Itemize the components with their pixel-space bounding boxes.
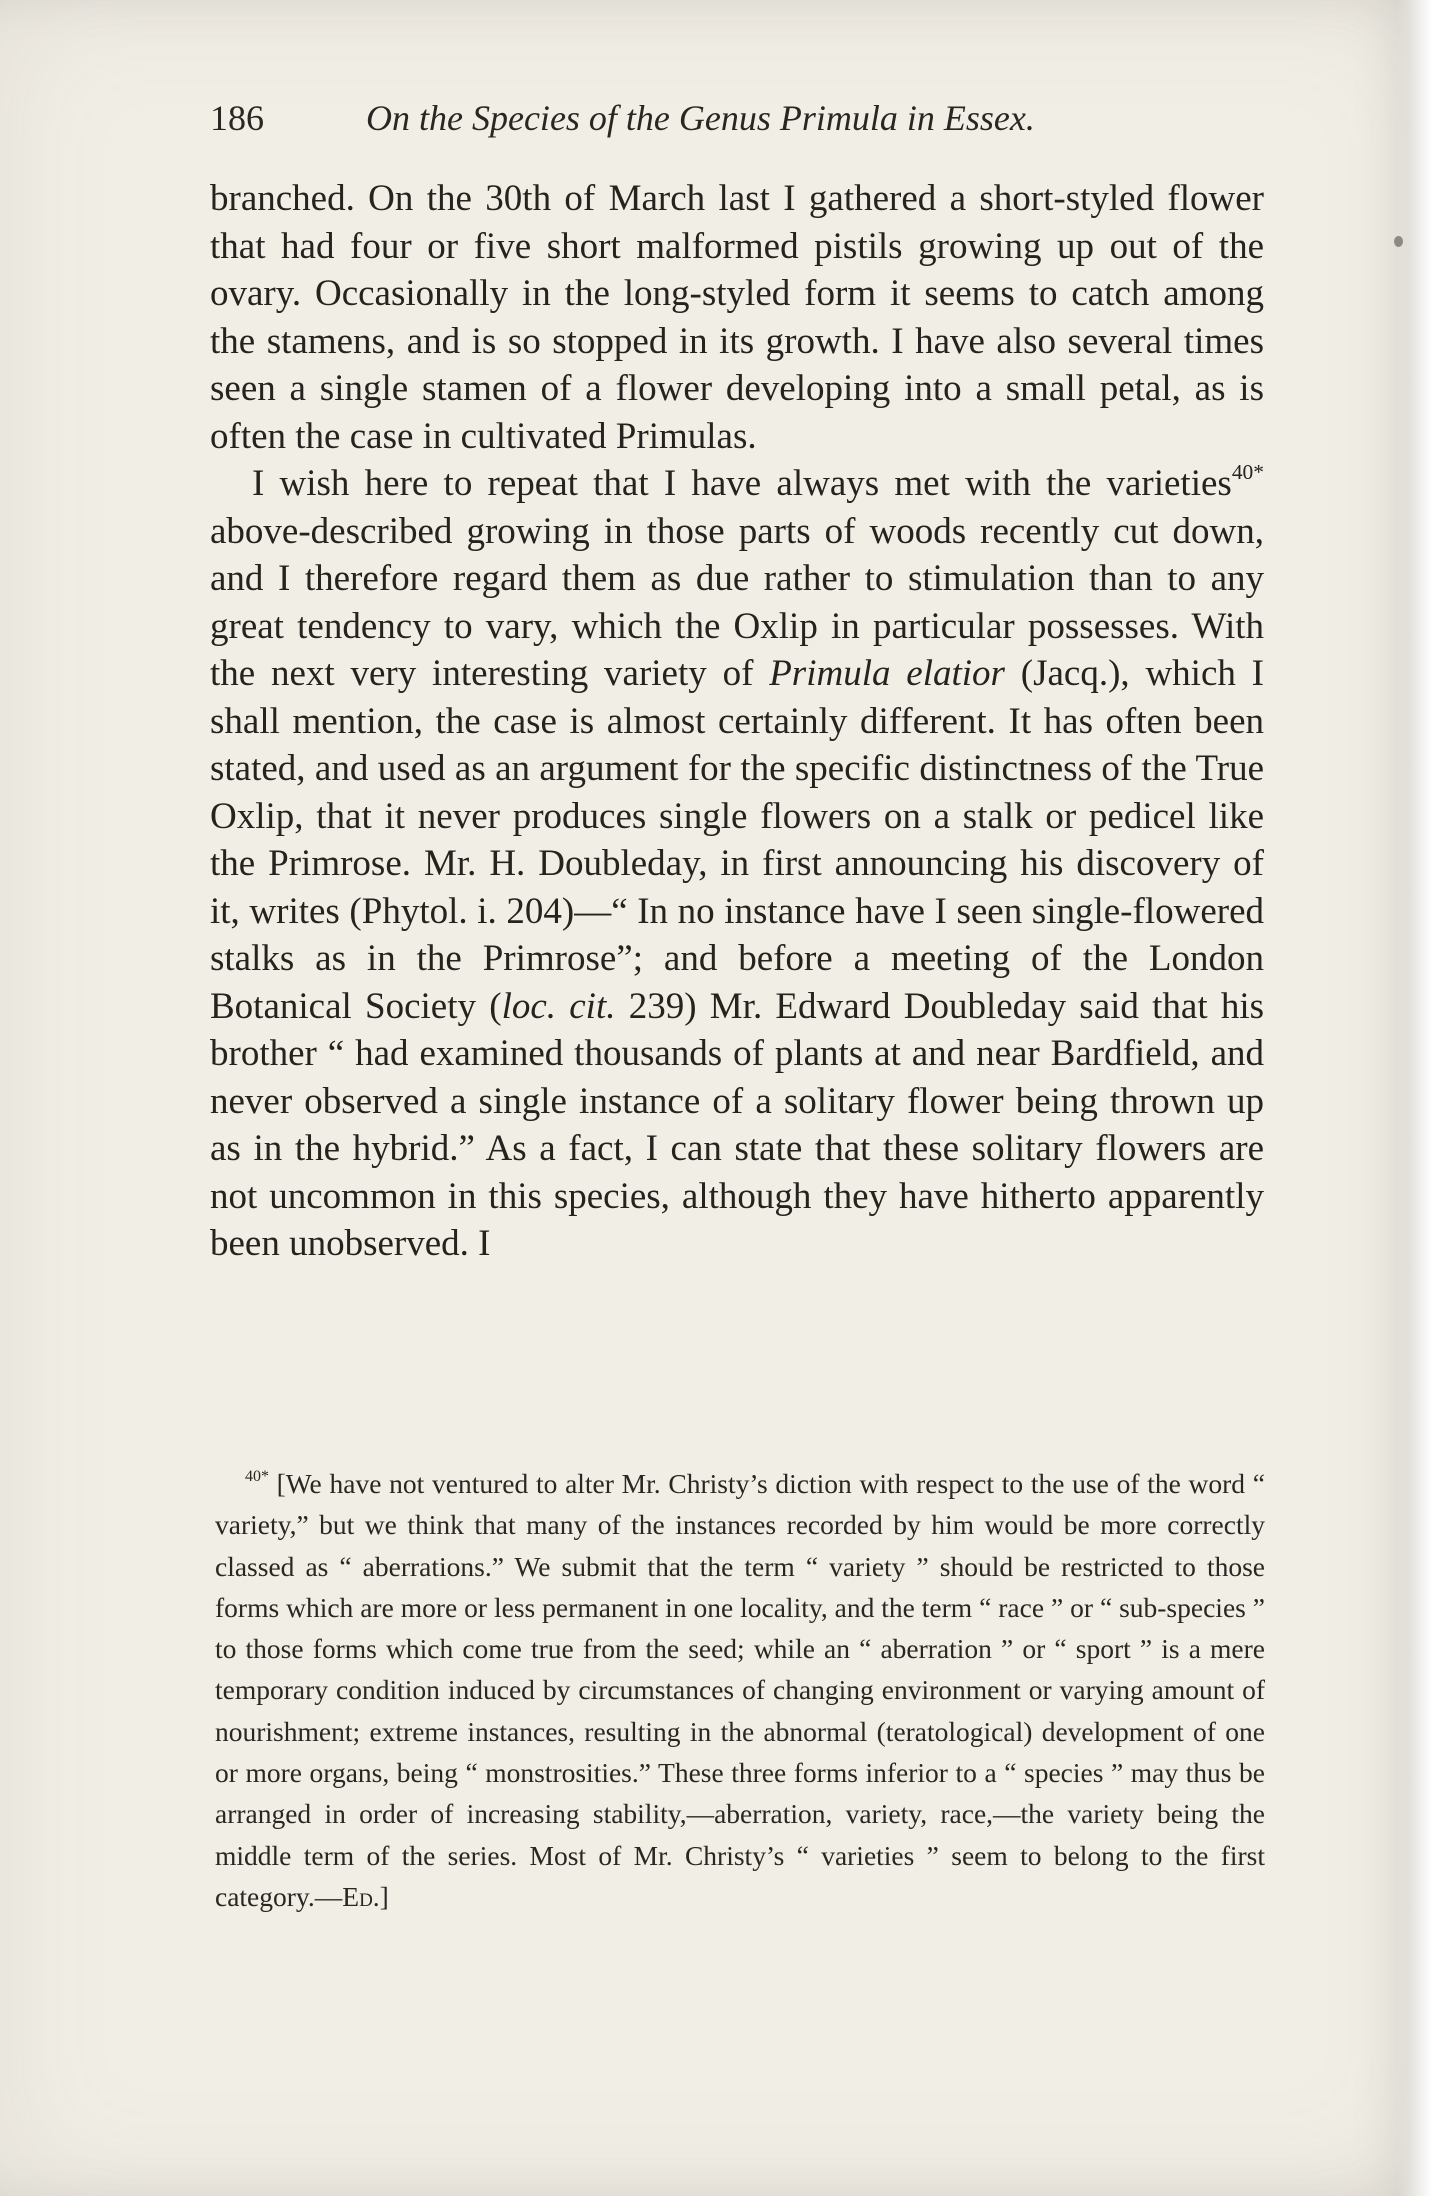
page-edge-shadow (1396, 0, 1432, 2196)
page-number: 186 (210, 98, 264, 138)
ink-speck (1394, 236, 1403, 247)
footnote-marker: 40* (245, 1468, 269, 1486)
page-header (210, 90, 1270, 146)
paragraph-2-part-3: (Jacq.), which I shall mention, the case is almost certainly different. It has often been stated, and used as an argument for the specific distinctness of the True Oxlip, that it never produces single flowers on a stalk or pedicel like the Primrose. Mr. H. Doubleday, in first announcing his discovery of it, writes (Phytol. i. 204)—“ In no instance have I seen single-flowered stalks as in the Primrose”; and before a meeting of the London Botanical Society ( (210, 653, 1264, 1027)
loc-cit: loc. cit. (501, 985, 616, 1027)
body-text (210, 175, 1264, 1268)
paragraph-2-part-2: above-described growing in those parts of woods recently cut down, and I therefore regard them as due rather to stimulation than to any great tendency to vary, which the Oxlip in particular possesses. With the next very interesting variety of (210, 510, 1264, 694)
species-name: Primula elatior (769, 653, 1005, 694)
editor-signature: Ed. (342, 1880, 380, 1912)
paragraph-2-part-1: I wish here to repeat that I have always met with the varieties (252, 463, 1232, 504)
paragraph-2 (210, 460, 1264, 1268)
footnote-text: [We have not ventured to alter Mr. Christy’s diction with respect to the use of the word “ variety,” but we think that many of the instances recorded by him would be more correctly classed as “ aberrations.” We submit that the term “ variety ” should be restricted to those forms which are more or less permanent in one locality, and the term “ race ” or “ sub-species ” to those forms which come true from the seed; while an “ aberration ” or “ sport ” is a mere temporary condition induced by circumstances of changing environment or varying amount of nourishment; extreme instances, resulting in the abnormal (teratological) development of one or more organs, being “ monstrosities.” These three forms inferior to a “ species ” may thus be arranged in order of increasing stability,—aberration, variety, race,—the variety being the middle term of the series. Most of Mr. Christy’s “ varieties ” seem to belong to the first category.— (215, 1468, 1265, 1912)
paragraph-1: branched. On the 30th of March last I gathered a short-styled flower that had four or five short malformed pistils growing up out of the ovary. Occasionally in the long-styled form it seems to catch among the stamens, and is so stopped in its growth. I have also several times seen a single stamen of a flower developing into a small petal, as is often the case in cultivated Primulas. (210, 178, 1264, 457)
footnote-closing: ] (379, 1880, 389, 1912)
paragraph-2-part-4: 239) Mr. Edward Doubleday said that his brother “ had examined thousands of plants at and near Bardfield, and never observed a single instance of a solitary flower being thrown up as in the hybrid.” As a fact, I can state that these solitary flowers are not uncommon in this species, although they have hitherto apparently been unobserved. I (210, 985, 1265, 1264)
footnote-reference: 40* (1231, 459, 1264, 484)
running-title: On the Species of the Genus Primula in Essex. (366, 98, 1035, 138)
footnote (215, 1463, 1265, 1917)
